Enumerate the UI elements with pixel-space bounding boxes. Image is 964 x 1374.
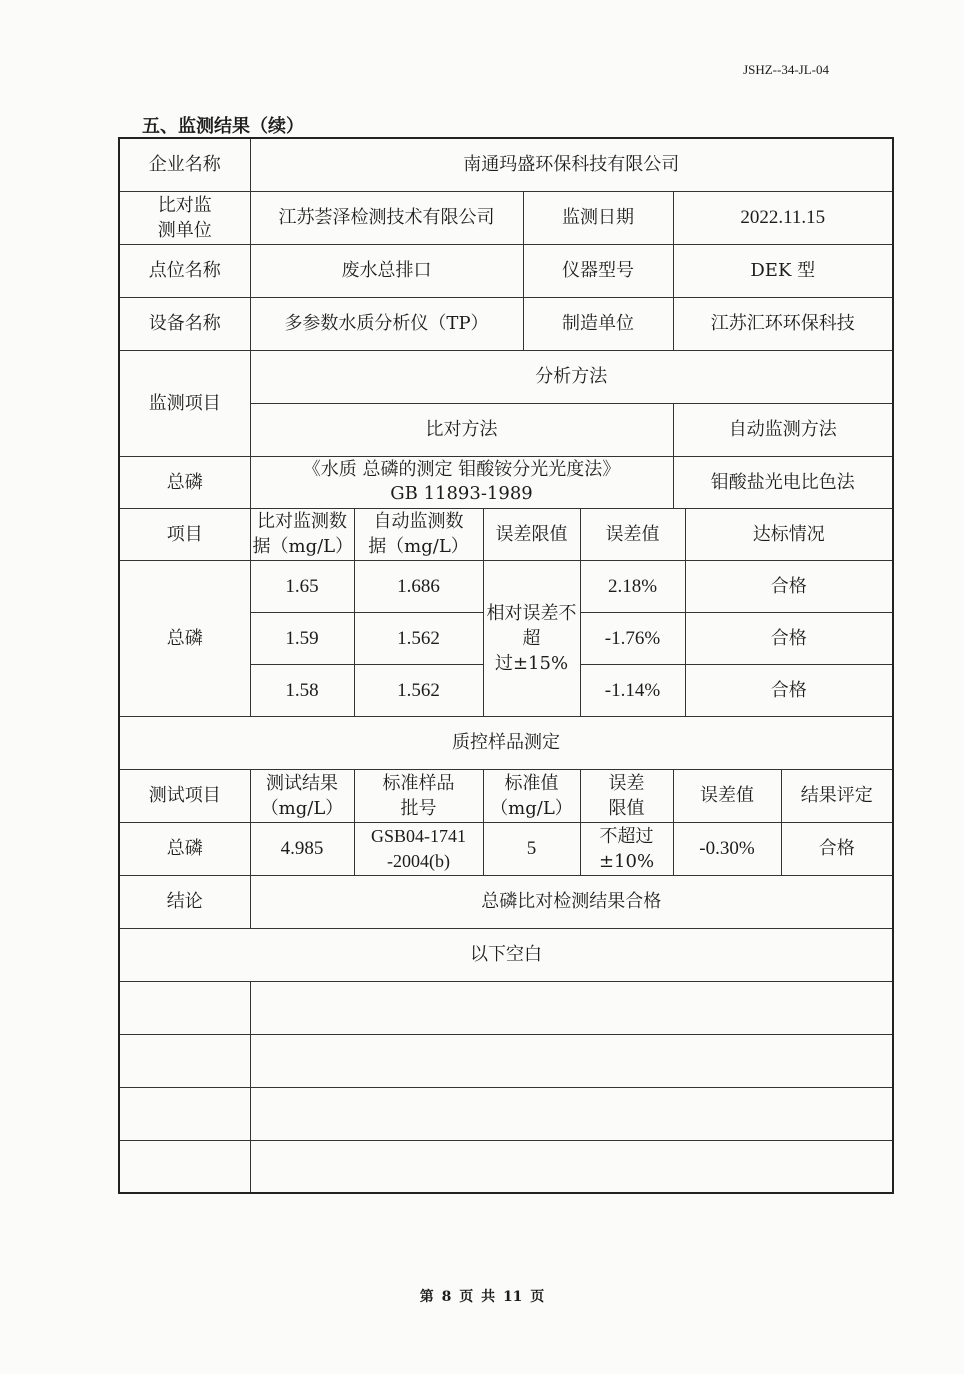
cmp-compare-value: 1.58 — [250, 664, 354, 716]
date-label: 监测日期 — [523, 191, 673, 244]
qc-header-item: 测试项目 — [119, 769, 250, 822]
cmp-auto-value: 1.562 — [354, 612, 483, 664]
empty-row — [119, 1087, 893, 1140]
document-code: JSHZ--34-JL-04 — [743, 62, 829, 77]
model-value: DEK 型 — [673, 244, 893, 297]
qc-header-limit: 误差 限值 — [580, 769, 673, 822]
table-row — [119, 560, 893, 612]
maker-label: 制造单位 — [523, 297, 673, 350]
qc-std-value: 5 — [483, 822, 580, 875]
auto-method-value: 钼酸盐光电比色法 — [673, 456, 893, 508]
page-number: 第 8 页 共 11 页 — [419, 1289, 545, 1305]
cmp-compare-value: 1.65 — [250, 560, 354, 612]
device-value: 多参数水质分析仪（TP） — [250, 297, 523, 350]
qc-batch-value: GSB04-1741 -2004(b) — [354, 822, 483, 875]
model-label: 仪器型号 — [523, 244, 673, 297]
qc-limit-value: 不超过 ±10% — [580, 822, 673, 875]
cmp-param-label: 总磷 — [119, 560, 250, 716]
cmp-auto-value: 1.686 — [354, 560, 483, 612]
compare-method-label: 比对方法 — [250, 403, 673, 456]
empty-row — [119, 1034, 893, 1087]
date-value: 2022.11.15 — [673, 191, 893, 244]
method-param-label: 总磷 — [119, 456, 250, 508]
analysis-method-label: 分析方法 — [250, 350, 893, 403]
company-value: 南通玛盛环保科技有限公司 — [250, 138, 893, 191]
qc-header-result: 测试结果 （mg/L） — [250, 769, 354, 822]
cmp-header-item: 项目 — [119, 508, 250, 560]
auto-method-label: 自动监测方法 — [673, 403, 893, 456]
qc-result-value: 4.985 — [250, 822, 354, 875]
cmp-compare-value: 1.59 — [250, 612, 354, 664]
blank-note: 以下空白 — [119, 928, 893, 981]
device-label: 设备名称 — [119, 297, 250, 350]
point-label: 点位名称 — [119, 244, 250, 297]
cmp-error-value: 2.18% — [580, 560, 685, 612]
section-title: 五、监测结果（续） — [142, 116, 304, 137]
cmp-error-value: -1.76% — [580, 612, 685, 664]
compare-method-value: 《水质 总磷的测定 钼酸铵分光光度法》 GB 11893-1989 — [250, 456, 673, 508]
qc-header-std: 标准值 （mg/L） — [483, 769, 580, 822]
cmp-header-status: 达标情况 — [685, 508, 893, 560]
qc-eval-value: 合格 — [781, 822, 893, 875]
qc-error-value: -0.30% — [673, 822, 781, 875]
conclusion-label: 结论 — [119, 875, 250, 928]
unit-value: 江苏荟泽检测技术有限公司 — [250, 191, 523, 244]
monitoring-item-label: 监测项目 — [119, 350, 250, 456]
table-row — [119, 822, 893, 875]
qc-header-eval: 结果评定 — [781, 769, 893, 822]
cmp-header-auto-data: 自动监测数 据（mg/L） — [354, 508, 483, 560]
cmp-status-value: 合格 — [685, 560, 893, 612]
cmp-header-compare-data: 比对监测数 据（mg/L） — [250, 508, 354, 560]
unit-label: 比对监 测单位 — [119, 191, 250, 244]
monitoring-results-table — [118, 137, 894, 1194]
cmp-limit-value: 相对误差不超 过±15% — [483, 560, 580, 716]
qc-item-value: 总磷 — [119, 822, 250, 875]
company-label: 企业名称 — [119, 138, 250, 191]
conclusion-value: 总磷比对检测结果合格 — [250, 875, 893, 928]
qc-title: 质控样品测定 — [119, 716, 893, 769]
cmp-status-value: 合格 — [685, 612, 893, 664]
empty-row — [119, 981, 893, 1034]
cmp-auto-value: 1.562 — [354, 664, 483, 716]
maker-value: 江苏汇环环保科技 — [673, 297, 893, 350]
cmp-header-error: 误差值 — [580, 508, 685, 560]
qc-header-batch: 标准样品 批号 — [354, 769, 483, 822]
cmp-status-value: 合格 — [685, 664, 893, 716]
cmp-error-value: -1.14% — [580, 664, 685, 716]
qc-header-error: 误差值 — [673, 769, 781, 822]
empty-row — [119, 1140, 893, 1193]
point-value: 废水总排口 — [250, 244, 523, 297]
cmp-header-limit: 误差限值 — [483, 508, 580, 560]
